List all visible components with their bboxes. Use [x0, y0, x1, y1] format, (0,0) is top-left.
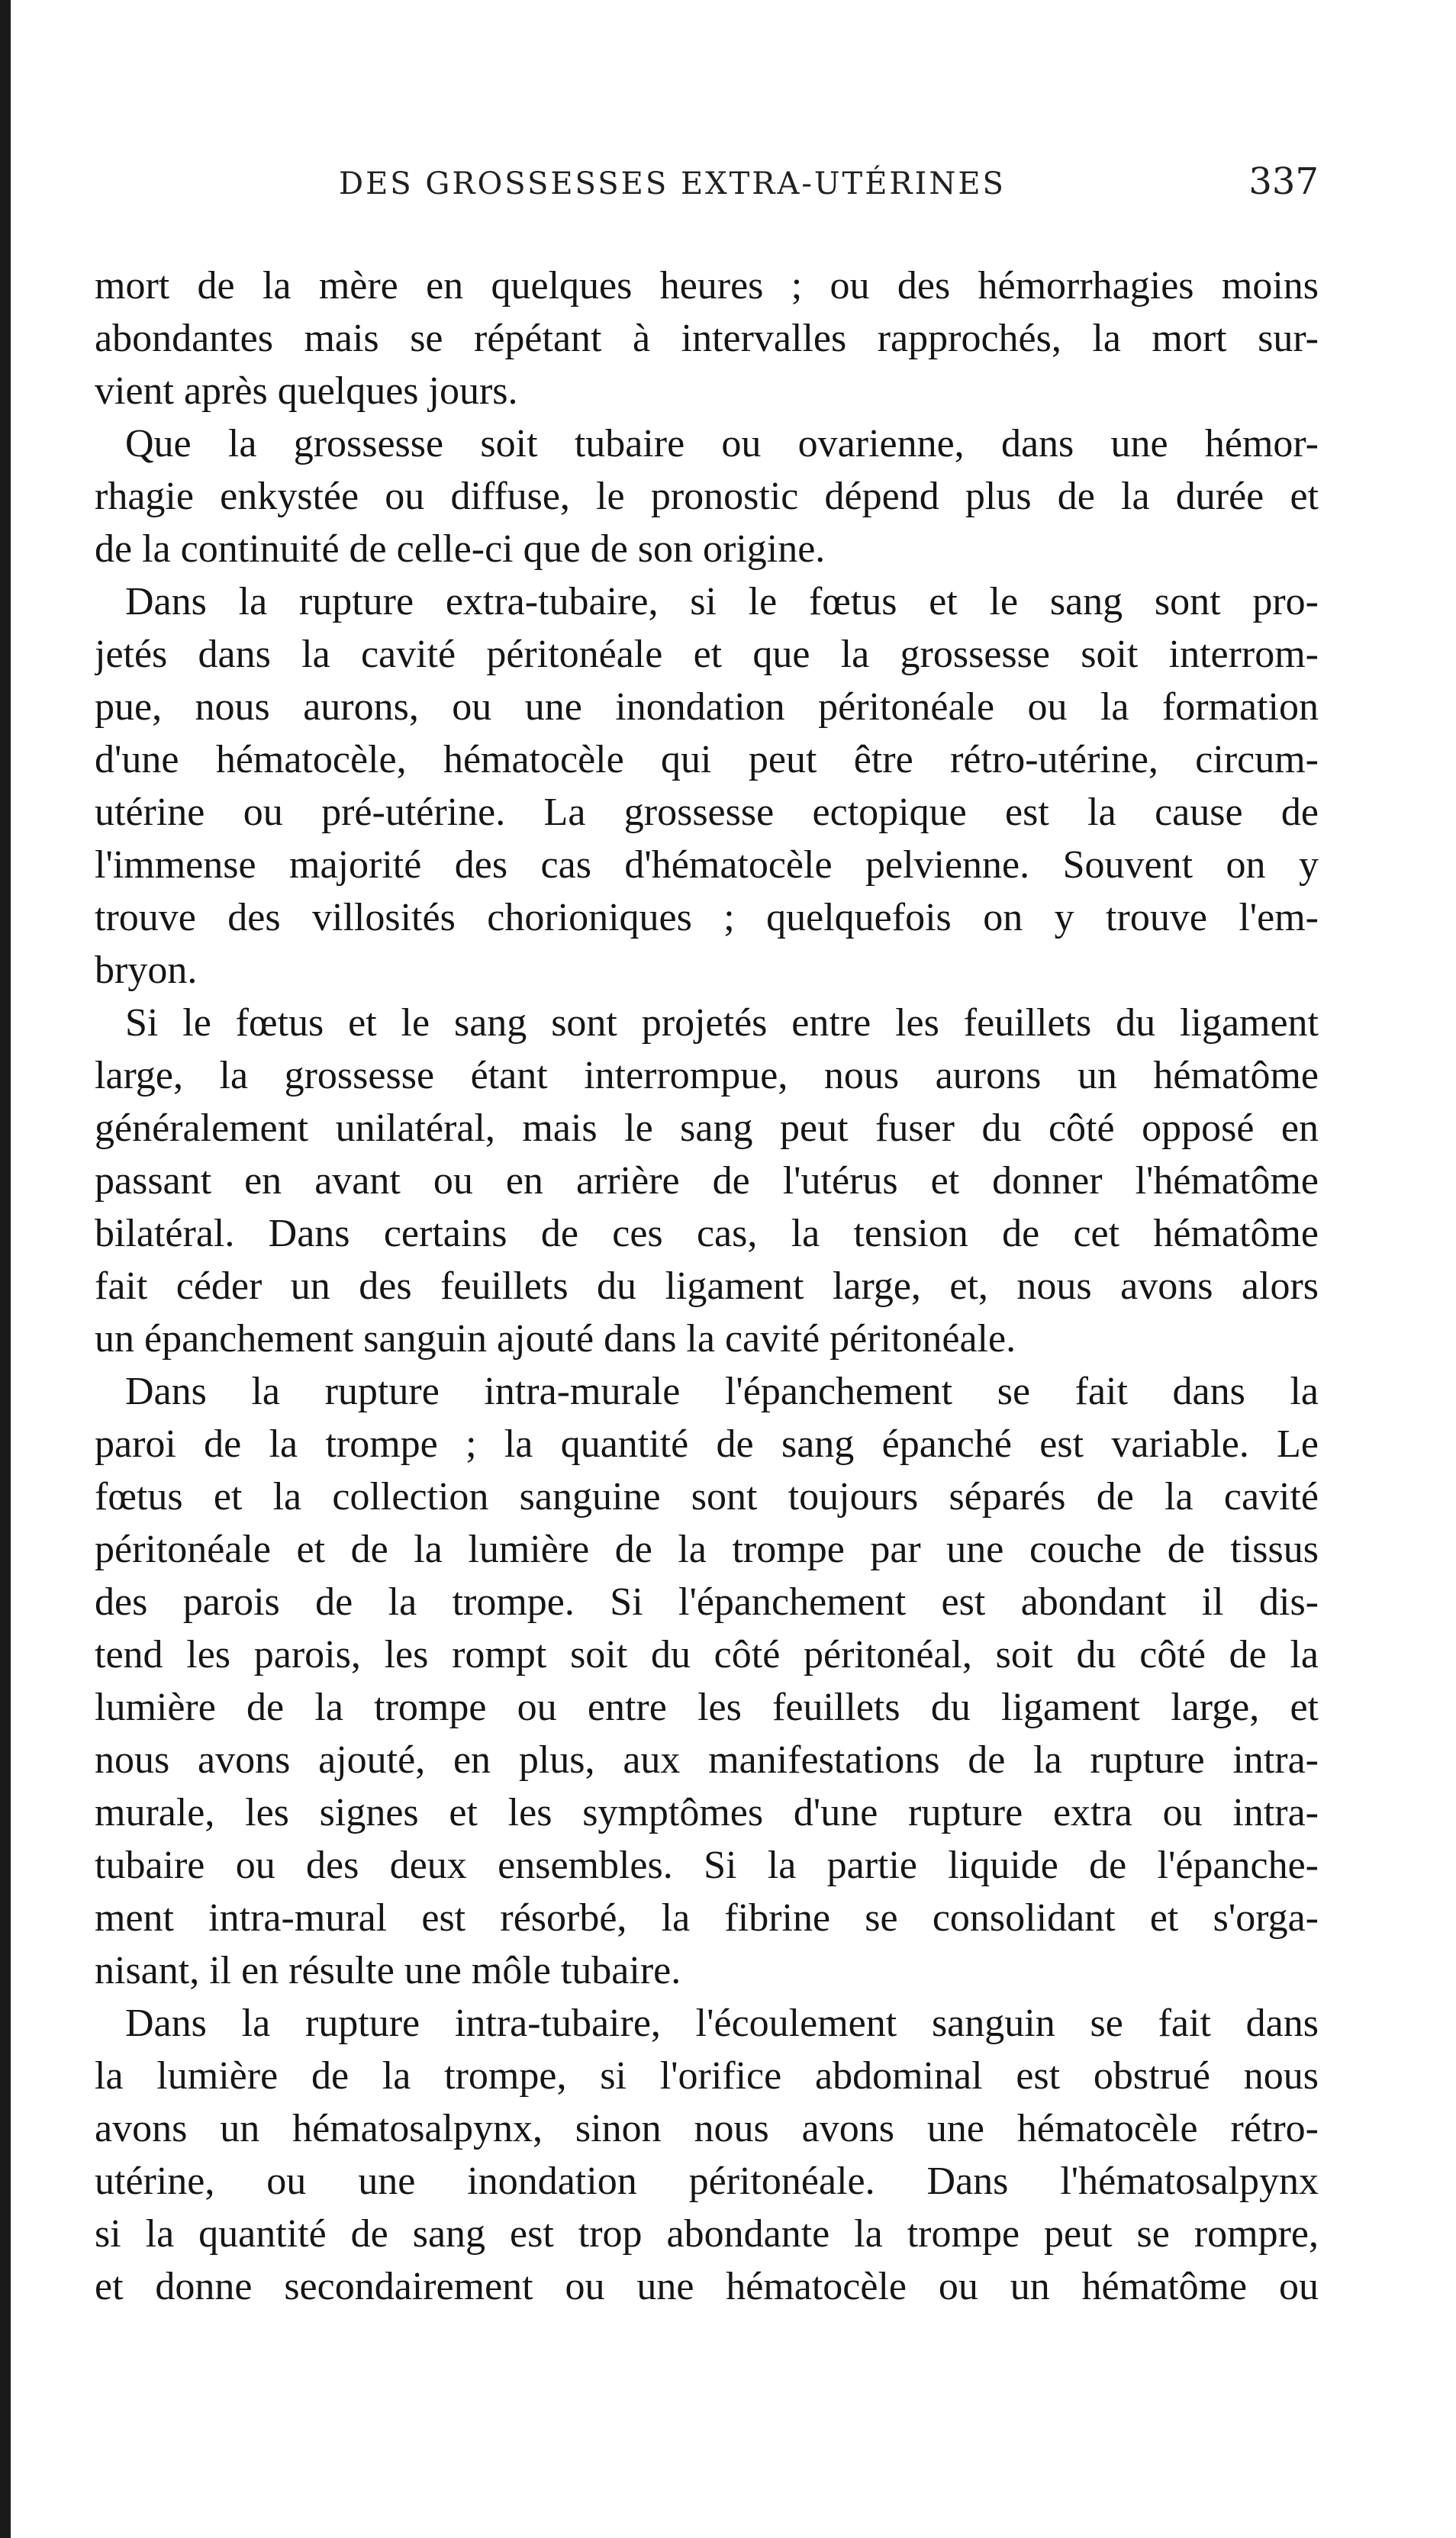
text-line: Dans la rupture extra-tubaire, si le fœtus et le sang sont pro-: [125, 580, 1319, 623]
text-line: d'une hématocèle, hématocèle qui peut être rétro-utérine, circum-: [95, 738, 1319, 781]
text-line: tubaire ou des deux ensembles. Si la partie liquide de l'épanche-: [95, 1844, 1319, 1887]
text-line: de la continuité de celle-ci que de son origine.: [95, 527, 826, 571]
text-line: abondantes mais se répétant à intervalles rapprochés, la mort sur-: [95, 317, 1319, 360]
text-line: et donne secondairement ou une hématocèle ou un hématôme ou: [95, 2265, 1319, 2308]
page-header: [95, 153, 1319, 214]
text-line: paroi de la trompe ; la quantité de sang épanché est variable. Le: [95, 1422, 1319, 1466]
text-line: la lumière de la trompe, si l'orifice abdominal est obstrué nous: [95, 2054, 1319, 2098]
text-line: large, la grossesse étant interrompue, nous aurons un hématôme: [95, 1054, 1319, 1097]
text-line: jetés dans la cavité péritonéale et que la grossesse soit interrom-: [95, 633, 1319, 676]
text-line: si la quantité de sang est trop abondante la trompe peut se rompre,: [95, 2212, 1319, 2256]
running-title: DES GROSSESSES EXTRA-UTÉRINES: [339, 166, 1006, 201]
text-line: Que la grossesse soit tubaire ou ovarienne, dans une hémor-: [125, 422, 1319, 465]
text-line: bilatéral. Dans certains de ces cas, la tension de cet hématôme: [95, 1212, 1319, 1255]
text-line: fœtus et la collection sanguine sont toujours séparés de la cavité: [95, 1475, 1319, 1519]
text-line: utérine, ou une inondation péritonéale. Dans l'hématosalpynx: [95, 2160, 1319, 2203]
book-page: [95, 153, 1319, 2313]
text-line: tend les parois, les rompt soit du côté péritonéal, soit du côté de la: [95, 1633, 1319, 1676]
text-line: généralement unilatéral, mais le sang peut fuser du côté opposé en: [95, 1106, 1319, 1150]
text-line: péritonéale et de la lumière de la trompe par une couche de tissus: [95, 1528, 1319, 1571]
text-line: vient après quelques jours.: [95, 369, 518, 413]
text-line: rhagie enkystée ou diffuse, le pronostic dépend plus de la durée et: [95, 475, 1319, 518]
text-line: avons un hématosalpynx, sinon nous avons une hématocèle rétro-: [95, 2107, 1319, 2150]
text-line: trouve des villosités chorioniques ; quelquefois on y trouve l'em-: [95, 896, 1319, 939]
text-line: Dans la rupture intra-murale l'épanchement se fait dans la: [125, 1370, 1319, 1413]
text-line: mort de la mère en quelques heures ; ou des hémorrhagies moins: [95, 264, 1319, 308]
text-line: nisant, il en résulte une môle tubaire.: [95, 1949, 681, 1992]
body-text: [95, 259, 1319, 2313]
text-line: utérine ou pré-utérine. La grossesse ectopique est la cause de: [95, 791, 1319, 834]
text-line: Dans la rupture intra-tubaire, l'écoulement sanguin se fait dans: [125, 2002, 1319, 2045]
text-line: bryon.: [95, 949, 198, 992]
page-number: 337: [1248, 160, 1319, 203]
text-line: passant en avant ou en arrière de l'utérus et donner l'hématôme: [95, 1159, 1319, 1203]
text-line: un épanchement sanguin ajouté dans la cavité péritonéale.: [95, 1317, 1016, 1361]
text-line: murale, les signes et les symptômes d'une rupture extra ou intra-: [95, 1791, 1319, 1834]
text-line: l'immense majorité des cas d'hématocèle pelvienne. Souvent on y: [95, 843, 1319, 887]
text-line: ment intra-mural est résorbé, la fibrine se consolidant et s'orga-: [95, 1896, 1319, 1940]
text-line: des parois de la trompe. Si l'épanchement est abondant il dis-: [95, 1580, 1319, 1624]
text-line: nous avons ajouté, en plus, aux manifestations de la rupture intra-: [95, 1738, 1319, 1782]
text-line: Si le fœtus et le sang sont projetés entre les feuillets du ligament: [125, 1001, 1319, 1045]
text-line: fait céder un des feuillets du ligament large, et, nous avons alors: [95, 1264, 1319, 1308]
text-line: pue, nous aurons, ou une inondation péritonéale ou la formation: [95, 685, 1319, 729]
scan-edge: [0, 0, 11, 2538]
text-line: lumière de la trompe ou entre les feuillets du ligament large, et: [95, 1686, 1319, 1729]
